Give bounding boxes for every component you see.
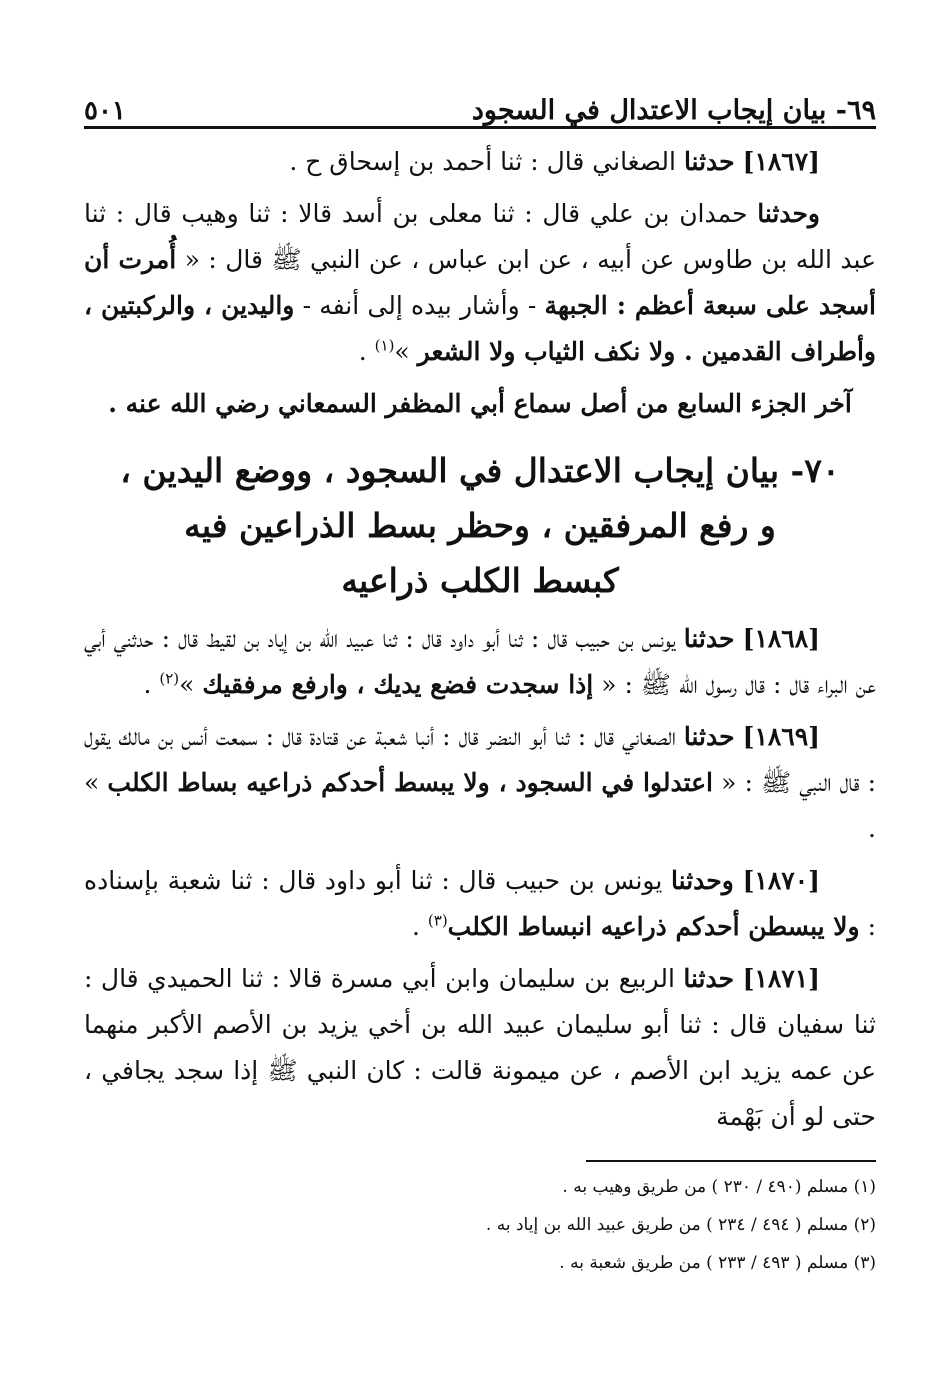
hadith-text: اعتدلوا في السجود ، ولا يبسط أحدكم ذراعيه بساط الكلب (107, 768, 714, 797)
isnad-text: يونس بن حبيب قال : ثنا أبو داود قال : ثنا شعبة بإسناده : (84, 866, 876, 941)
page (84, 78, 876, 1282)
hadith-text: ولا يبسطن أحدكم ذراعيه انبساط الكلب (447, 912, 860, 941)
hadith-number: [١٨٧١] (742, 964, 820, 993)
page-number: ٥٠١ (84, 96, 126, 126)
hadith-number: [١٨٦٩] (742, 722, 820, 751)
hadith-1871 (84, 956, 876, 1140)
aside-text: - وأشار بيده إلى أنفه - (294, 291, 545, 320)
hadith-1867-second-chain (84, 191, 876, 375)
period: . (358, 337, 375, 366)
hadith-1870 (84, 858, 876, 950)
footnote-divider (586, 1160, 876, 1162)
hadith-1867 (84, 139, 876, 185)
period: . (143, 670, 160, 699)
isnad-text: الصغاني قال : ثنا أحمد بن إسحاق ح . (289, 147, 684, 176)
isnad-text: يونس بن حبيب قال : ثنا أبو داود قال : ثنا عبيد الله بن إياد بن لقيط قال : حدثني أبي عن البراء قال : قال رسول الله ﷺ : « (84, 624, 876, 699)
footnote-3: (٣) مسلم ( ٤٩٣ / ٢٣٣ ) من طريق شعبة به . (559, 1253, 876, 1273)
footnote-ref[interactable]: (٢) (159, 669, 180, 688)
hadith-1868 (84, 616, 876, 708)
hadith-text-continued: واليدين ، والركبتين ، وأطراف القدمين . ولا نكف الثياب ولا الشعر (84, 291, 876, 366)
section-title: ٦٩- بيان إيجاب الاعتدال في السجود (471, 95, 876, 126)
isnad-text: الصغاني قال : ثنا أبو النضر قال : أنبا شعبة عن قتادة قال : سمعت أنس بن مالك يقول : قال النبي ﷺ : « (84, 722, 876, 797)
footnotes (84, 1168, 876, 1282)
chapter-title-line-2: و رفع المرفقين ، وحظر بسط الذراعين فيه (184, 506, 776, 545)
quote-close: » . (84, 768, 876, 843)
footnote-1: (١) مسلم (٤٩٠ / ٢٣٠ ) من طريق وهيب به . (562, 1177, 876, 1197)
isnad-text: الربيع بن سليمان وابن أبي مسرة قالا : ثنا الحميدي قال : ثنا سفيان قال : ثنا أبو سليمان عبيد الله بن أخي يزيد بن الأصم الأكبر منهما عن عمه يزيد ابن الأصم ، عن ميمونة قالت : كان النبي ﷺ إذا سجد يجافي ، حتى لو أن بَهْمة (84, 964, 876, 1131)
hadith-1869 (84, 714, 876, 852)
hadith-number: [١٨٦٨] (742, 624, 820, 653)
colophon: آخر الجزء السابع من أصل سماع أبي المظفر السمعاني رضي الله عنه . (108, 389, 852, 418)
isnad-lead: وحدثنا (671, 866, 734, 895)
period: . (411, 912, 428, 941)
quote-close: » (179, 670, 203, 699)
chapter-title-line-1: ٧٠- بيان إيجاب الاعتدال في السجود ، ووضع اليدين ، (120, 451, 840, 490)
footnote-2: (٢) مسلم ( ٤٩٤ / ٢٣٤ ) من طريق عبيد الله بن إياد به . (485, 1215, 876, 1235)
hadith-number: [١٨٧٠] (742, 866, 820, 895)
isnad-lead: حدثنا (683, 624, 735, 653)
chapter-title (84, 443, 876, 608)
quote-close: » (394, 337, 418, 366)
chapter-title-line-3: كبسط الكلب ذراعيه (341, 561, 619, 600)
hadith-text: إذا سجدت فضع يديك ، وارفع مرفقيك (202, 670, 594, 699)
hadith-text: أُمرت أن أسجد على سبعة أعظم : الجبهة (84, 245, 876, 320)
running-header (84, 78, 876, 129)
isnad-lead: حدثنا (683, 722, 735, 751)
footnote-ref[interactable]: (١) (374, 336, 395, 355)
hadith-number: [١٨٦٧] (742, 147, 820, 176)
footnote-ref[interactable]: (٣) (427, 911, 448, 930)
isnad-lead: حدثنا (683, 147, 735, 176)
isnad-lead: وحدثنا (757, 199, 820, 228)
body-text (84, 139, 876, 1140)
isnad-lead: حدثنا (683, 964, 735, 993)
isnad-text: حمدان بن علي قال : ثنا معلى بن أسد قالا : ثنا وهيب قال : ثنا عبد الله بن طاوس عن أبيه ، عن ابن عباس ، عن النبي ﷺ قال : « (84, 199, 876, 274)
